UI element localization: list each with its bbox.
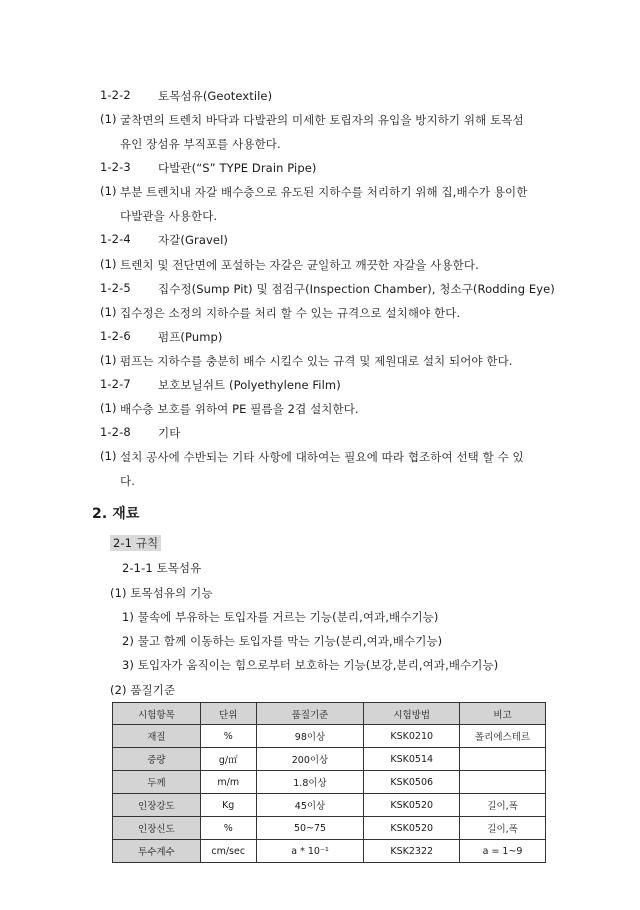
paragraph-number: (1): [100, 112, 117, 126]
table-cell: cm/sec: [200, 840, 256, 863]
table-row: [113, 748, 546, 771]
quality-standard-table: [112, 702, 546, 863]
paragraph-number: (1): [100, 401, 117, 415]
paragraph-number: (1): [100, 184, 117, 198]
table-cell: 폴리에스테르: [460, 725, 546, 748]
clause-title: 펌프(Pump): [158, 330, 223, 344]
header-cell: 비고: [460, 703, 546, 725]
table-row: [113, 725, 546, 748]
table-cell-item: 인장강도: [113, 794, 201, 817]
table-header-row: [113, 703, 546, 725]
clause-title: 토목섬유(Geotextile): [158, 89, 273, 103]
clause-number: 1-2-5: [100, 281, 131, 295]
table-row: [113, 771, 546, 794]
paragraph-text: 굴착면의 트렌치 바닥과 다발관의 미세한 토립자의 유입을 방지하기 위해 토목섬: [120, 113, 524, 127]
table-row: [113, 794, 546, 817]
clause-title: 자갈(Gravel): [158, 233, 228, 247]
header-cell: 시험항목: [113, 703, 201, 725]
section-heading: 2. 재료: [92, 506, 140, 522]
table-row: [113, 840, 546, 863]
function-item: 3) 토입자가 움직이는 힘으로부터 보호하는 기능(보강,분리,여과,배수기능): [122, 658, 499, 672]
paragraph-text: 다.: [120, 474, 135, 488]
clause-number: 1-2-4: [100, 232, 131, 246]
paragraph-text: 트렌치 및 전단면에 포설하는 자갈은 균일하고 깨끗한 자갈을 사용한다.: [120, 258, 479, 272]
function-heading: (1) 토목섬유의 기능: [110, 586, 213, 600]
subsection-heading: [110, 535, 161, 551]
paragraph-text: 집수정은 소정의 지하수를 처리 할 수 있는 규격으로 설치해야 한다.: [120, 306, 461, 320]
table-cell: KSK0210: [364, 725, 460, 748]
clause-title: 보호보닐쉬트 (Polyethylene Film): [158, 378, 341, 392]
header-cell: 시험방법: [364, 703, 460, 725]
table-cell: [460, 748, 546, 771]
table-cell-item: 재질: [113, 725, 201, 748]
table-cell: 50~75: [256, 817, 364, 840]
table-cell: 길이,폭: [460, 817, 546, 840]
table-cell: m/m: [200, 771, 256, 794]
function-item: 2) 물고 함께 이동하는 토입자를 막는 기능(분리,여과,배수기능): [122, 634, 443, 648]
clause-title: 집수정(Sump Pit) 및 점검구(Inspection Chamber), 청소구(Rodding Eye): [158, 282, 555, 296]
table-cell: KSK0520: [364, 817, 460, 840]
paragraph-text: 펌프는 지하수를 충분히 배수 시킬수 있는 규격 및 제원대로 설치 되어야 한다.: [120, 354, 513, 368]
table-cell-item: 두께: [113, 771, 201, 794]
table-cell-item: 중량: [113, 748, 201, 771]
paragraph-number: (1): [100, 305, 117, 319]
function-item: 1) 물속에 부유하는 토입자를 거르는 기능(분리,여과,배수기능): [122, 610, 439, 624]
table-cell: 200이상: [256, 748, 364, 771]
table-cell: 1.8이상: [256, 771, 364, 794]
clause-number: 1-2-8: [100, 425, 131, 439]
table-cell: KSK2322: [364, 840, 460, 863]
paragraph-text: 배수층 보호를 위하여 PE 필름을 2겹 설치한다.: [120, 402, 359, 416]
table-cell: %: [200, 725, 256, 748]
clause-number: 1-2-2: [100, 88, 131, 102]
table-cell: 45이상: [256, 794, 364, 817]
table-cell: KSK0520: [364, 794, 460, 817]
table-cell: 98이상: [256, 725, 364, 748]
clause-title: 기타: [158, 426, 181, 440]
table-cell-item: 투수계수: [113, 840, 201, 863]
paragraph-number: (1): [100, 257, 117, 271]
table-cell-item: 인장신도: [113, 817, 201, 840]
paragraph-text: 유인 장섬유 부직포를 사용한다.: [120, 137, 281, 151]
table-cell: a * 10⁻¹: [256, 840, 364, 863]
table-cell: KSK0506: [364, 771, 460, 794]
table-row: [113, 817, 546, 840]
clause-number: 1-2-7: [100, 377, 131, 391]
paragraph-text: 설치 공사에 수반되는 기타 사항에 대하여는 필요에 따라 협조하여 선택 할 수 있: [120, 450, 524, 464]
clause-number: 1-2-3: [100, 160, 131, 174]
clause-number: 1-2-6: [100, 329, 131, 343]
item-heading: 2-1-1 토목섬유: [122, 561, 202, 575]
header-cell: 품질기준: [256, 703, 364, 725]
table-cell: 길이,폭: [460, 794, 546, 817]
table-cell: a = 1~9: [460, 840, 546, 863]
table-cell: KSK0514: [364, 748, 460, 771]
table-cell: %: [200, 817, 256, 840]
quality-heading: (2) 품질기준: [110, 683, 176, 697]
paragraph-number: (1): [100, 449, 117, 463]
paragraph-number: (1): [100, 353, 117, 367]
paragraph-text: 부분 트렌치내 자갈 배수층으로 유도된 지하수를 처리하기 위해 집,배수가 용이한: [120, 185, 528, 199]
subsection-title: 2-1 규칙: [110, 535, 161, 551]
table-cell: Kg: [200, 794, 256, 817]
table-cell: [460, 771, 546, 794]
table-cell: g/㎡: [200, 748, 256, 771]
header-cell: 단위: [200, 703, 256, 725]
clause-title: 다발관(“S” TYPE Drain Pipe): [158, 161, 317, 175]
paragraph-text: 다발관을 사용한다.: [120, 209, 218, 223]
